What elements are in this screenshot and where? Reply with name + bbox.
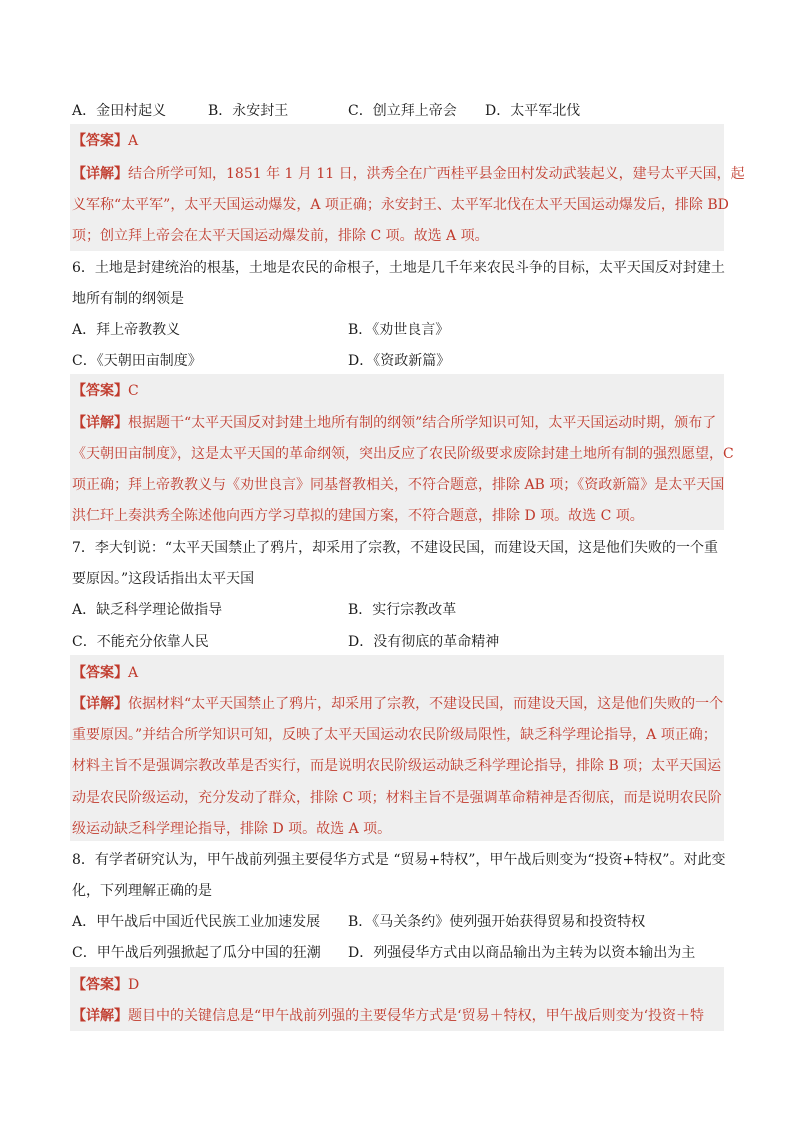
q7-detail-line-2: 重要原因。”并结合所学知识可知，反映了太平天国运动农民阶级局限性，缺乏科学理论指导，A 项正确； (72, 727, 717, 743)
q5-option-b: B．永安封王 (208, 103, 289, 119)
q7-detail-line-4: 动是农民阶级运动，充分发动了群众，排除 C 项；材料主旨不是强调革命精神是否彻底，而是说明农民阶 (72, 790, 722, 806)
q8-stem-line-1: 8．有学者研究认为，甲午战前列强主要侵华方式是 “贸易+特权”，甲午战后则变为“投资+特权”。对此变 (72, 852, 726, 868)
detail-tag: 【详解】 (72, 696, 128, 712)
answer-tag: 【答案】 (72, 977, 128, 993)
q8-option-c: C．甲午战后列强掀起了瓜分中国的狂潮 (72, 945, 321, 961)
q7-option-c: C．不能充分依靠人民 (72, 634, 209, 650)
q7-option-b: B．实行宗教改革 (348, 602, 457, 618)
answer-tag: 【答案】 (72, 133, 128, 149)
detail-tag: 【详解】 (72, 1008, 128, 1024)
q6-stem-line-2: 地所有制的纲领是 (72, 291, 184, 307)
q7-option-d: D．没有彻底的革命精神 (348, 634, 500, 650)
q8-option-a: A．甲午战后中国近代民族工业加速发展 (72, 914, 321, 930)
q7-option-a: A．缺乏科学理论做指导 (72, 602, 223, 618)
q8-stem-line-2: 化，下列理解正确的是 (72, 883, 212, 899)
q5-option-a: A．金田村起义 (72, 103, 167, 119)
q6-detail-line-4: 洪仁玕上奏洪秀全陈述他向西方学习草拟的建国方案，不符合题意，排除 D 项。故选 C 项。 (72, 508, 644, 524)
q5-option-c: C．创立拜上帝会 (348, 103, 457, 119)
q7-stem-line-1: 7．李大钊说：“太平天国禁止了鸦片，却采用了宗教，不建设民国，而建设天国，这是他们失败的一个重 (72, 540, 719, 556)
q5-answer-value: A (128, 133, 139, 149)
q5-detail-line-3: 项；创立拜上帝会在太平天国运动爆发前，排除 C 项。故选 A 项。 (72, 228, 489, 244)
q8-answer-box (70, 967, 724, 1031)
q5-answer-box (70, 124, 745, 251)
q7-stem-line-2: 要原因。”这段话指出太平天国 (72, 571, 255, 587)
q6-option-b: B．《劝世良言》 (348, 322, 450, 338)
q6-stem-line-1: 6．土地是封建统治的根基，土地是农民的命根子，土地是几千年来农民斗争的目标，太平天国反对封建土 (72, 260, 725, 276)
q6-answer-box (70, 374, 734, 530)
q6-detail-line-1 (72, 413, 716, 433)
q8-option-d: D．列强侵华方式由以商品输出为主转为以资本输出为主 (348, 945, 696, 961)
q7-detail-text: 依据材料“太平天国禁止了鸦片，却采用了宗教，不建设民国，而建设天国，这是他们失败的一个 (128, 696, 724, 712)
q5-answer-line (72, 131, 138, 151)
q8-option-b: B．《马关条约》使列强开始获得贸易和投资特权 (348, 914, 646, 930)
q5-detail-text: 结合所学可知，1851 年 1 月 11 日，洪秀全在广西桂平县金田村发动武装起义，建号太平天国，起 (128, 166, 745, 182)
q8-detail-text: 题目中的关键信息是“甲午战前列强的主要侵华方式是‘贸易＋特权，甲午战后则变为‘投资＋特 (128, 1008, 705, 1024)
q6-answer-line (72, 381, 139, 401)
q6-option-c: C．《天朝田亩制度》 (72, 353, 202, 369)
answer-tag: 【答案】 (72, 383, 128, 399)
q6-detail-line-3: 项正确；拜上帝教教义与《劝世良言》同基督教相关，不符合题意，排除 AB 项；《资政新篇》是太平天国 (72, 477, 725, 493)
q7-answer-value: A (128, 665, 139, 681)
q6-detail-text: 根据题干“太平天国反对封建土地所有制的纲领”结合所学知识可知，太平天国运动时期，颁布了 (128, 415, 717, 431)
q8-answer-line (72, 975, 139, 995)
q6-option-a: A．拜上帝教教义 (72, 322, 181, 338)
q6-answer-value: C (128, 383, 139, 399)
q7-answer-line (72, 663, 138, 683)
answer-tag: 【答案】 (72, 665, 128, 681)
q8-detail-line-1 (72, 1006, 704, 1026)
q7-answer-box (70, 655, 724, 841)
q8-answer-value: D (128, 977, 140, 993)
detail-tag: 【详解】 (72, 415, 128, 431)
detail-tag: 【详解】 (72, 166, 128, 182)
q6-detail-line-2: 《天朝田亩制度》，这是太平天国的革命纲领，突出反应了农民阶级要求废除封建土地所有制的强烈愿望，C (72, 446, 734, 462)
q6-option-d: D．《资政新篇》 (348, 353, 451, 369)
q5-detail-line-1 (72, 164, 745, 184)
q5-option-d: D．太平军北伐 (485, 103, 581, 119)
q7-detail-line-3: 材料主旨不是强调宗教改革是否实行，而是说明农民阶级运动缺乏科学理论指导，排除 B 项；太平天国运 (72, 758, 722, 774)
q7-detail-line-5: 级运动缺乏科学理论指导，排除 D 项。故选 A 项。 (72, 821, 392, 837)
q7-detail-line-1 (72, 694, 723, 714)
q5-detail-line-2: 义军称“太平军”，太平天国运动爆发，A 项正确；永安封王、太平军北伐在太平天国运动爆发后，排除 BD (72, 197, 729, 213)
